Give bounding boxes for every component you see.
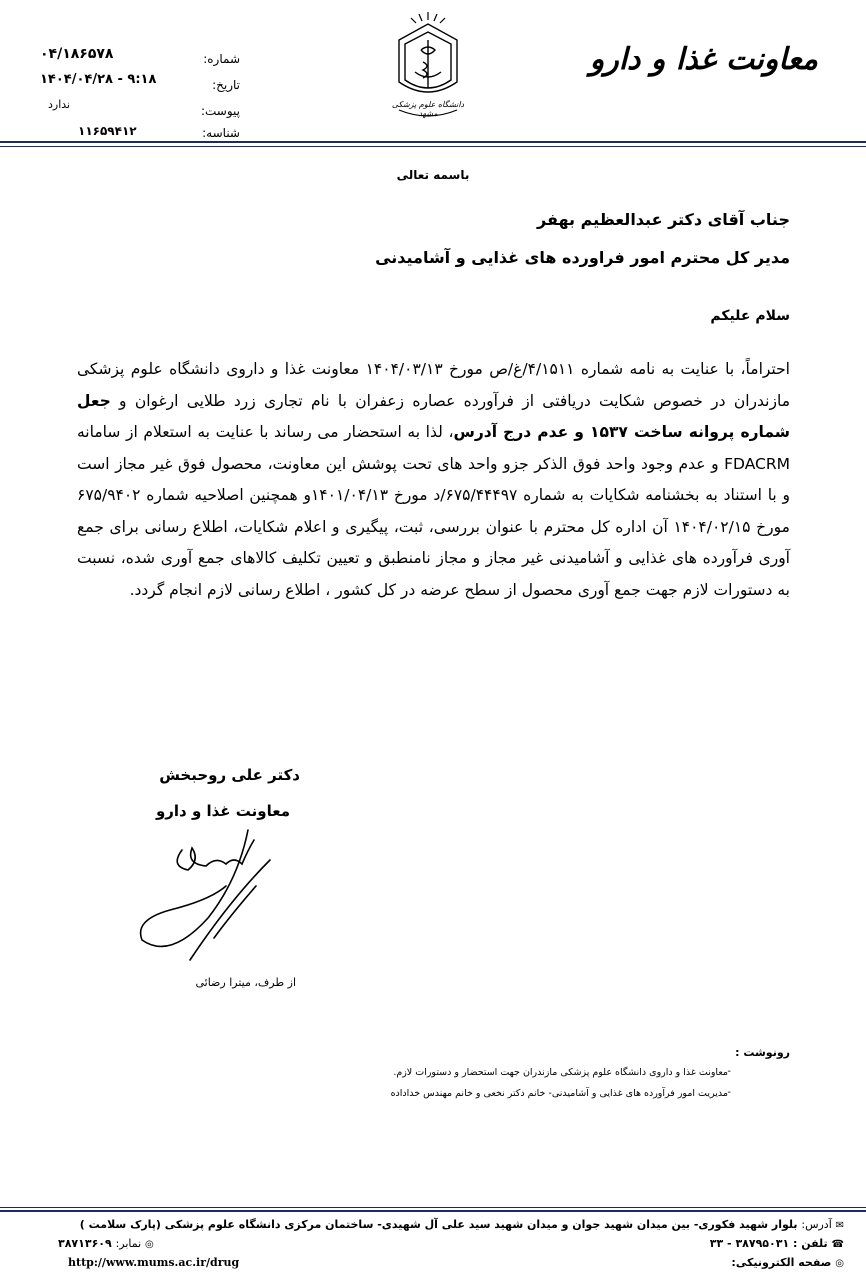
fax-icon: ◎	[145, 1239, 154, 1250]
signatory-name: دکتر علی روحبخش	[159, 766, 300, 784]
header-rule	[0, 141, 866, 143]
attachment-label: پیوست:	[200, 104, 240, 118]
address-icon: ✉	[835, 1220, 844, 1231]
phone-number: ۳۸۷۹۵۰۳۱ - ۳۳	[709, 1237, 790, 1250]
signatory-title: معاونت غذا و دارو	[155, 802, 290, 820]
cc-item: معاونت غذا و داروی دانشگاه علوم پزشکی مازندران جهت استحضار و دستورات لازم.	[393, 1067, 728, 1078]
website-link[interactable]: http://www.mums.ac.ir/drug	[68, 1256, 240, 1269]
id-label: شناسه:	[202, 126, 240, 140]
organization-title: معاونت غذا و دارو	[589, 42, 818, 77]
fax-number: ۳۸۷۱۳۶۰۹	[58, 1237, 112, 1250]
attachment-value: ندارد	[48, 98, 71, 111]
cc-item: مدیریت امور فرآورده های غذایی و آشامیدنی- خانم دکتر نخعی و خانم مهندس خداداده	[390, 1088, 728, 1099]
fax-label: نمابر:	[115, 1237, 142, 1250]
body-bold-part: جعل شماره پروانه ساخت ۱۵۳۷ و عدم درج آدرس	[77, 391, 790, 441]
address-label: آدرس:	[801, 1218, 832, 1231]
id-value: ۱۱۶۵۹۴۱۲	[78, 124, 137, 138]
web-label: صفحه الکترونیکی:	[731, 1256, 832, 1269]
addressee-name: جناب آقای دکتر عبدالعظیم بهفر	[537, 210, 790, 229]
letter-number: ۰۴/۱۸۶۵۷۸	[40, 46, 114, 62]
cc-bullet: -	[727, 1087, 731, 1098]
web-line	[731, 1256, 844, 1269]
address-line	[80, 1218, 844, 1231]
letter-body	[77, 354, 790, 606]
body-part-1: احتراماً، با عنایت به نامه شماره ۴/۱۵۱۱/غ/ص مورخ ۱۴۰۴/۰۳/۱۳ معاونت غذا و داروی دانشگاه علوم پزشکی مازندران در خصوص شکایت دریافتی از فرآورده عصاره زعفران با نام تجاری زرد طلایی ارغوان و	[77, 360, 790, 410]
number-label: شماره:	[203, 52, 240, 66]
greeting: سلام علیکم	[710, 308, 790, 324]
cc-label: رونوشت :	[735, 1046, 790, 1059]
letter-date: ۱۴۰۴/۰۴/۲۸ - ۹:۱۸	[40, 72, 157, 87]
web-icon: ◎	[835, 1258, 844, 1269]
handwritten-signature	[130, 820, 290, 970]
university-name: دانشگاه علوم پزشکی مشهد	[391, 100, 465, 118]
footer-rule	[0, 1210, 866, 1212]
phone-line	[710, 1237, 844, 1250]
date-label: تاریخ:	[212, 78, 240, 92]
on-behalf-of: از طرف، میترا رضائی	[195, 976, 296, 989]
fax-line	[58, 1237, 154, 1250]
phone-icon: ☎	[831, 1239, 844, 1250]
body-part-2: ، لذا به استحضار می رساند با عنایت به استعلام از سامانه FDACRM و عدم وجود واحد فوق الذکر جزو واحد های تحت پوشش این معاونت، محصول فوق غیر مجاز است و با استناد به بخشنامه شکایات به شماره ۶۷۵/۴۴۴۹۷/د مورخ ۱۴۰۱/۰۴/۱۳و همچنین اصلاحیه شماره ۶۷۵/۹۴۰۲ مورخ ۱۴۰۴/۰۲/۱۵ آن اداره کل محترم با عنوان بررسی، ثبت، پیگیری و اعلام شکایات، اطلاع رسانی برای جمع آوری فرآورده های غذایی و آشامیدنی غیر مجاز و مجاز نامنطبق و تعیین تکلیف کالاهای جمع آوری شده، نسبت به دستورات لازم جهت جمع آوری محصول از سطح عرضه در کل کشور ، اطلاع رسانی لازم انجام گردد.	[77, 423, 791, 599]
cc-bullet: -	[727, 1066, 731, 1077]
header-rule-thin	[0, 146, 866, 147]
phone-label: تلفن :	[793, 1237, 828, 1250]
addressee-title: مدیر کل محترم امور فراورده های غذایی و آشامیدنی	[375, 248, 790, 267]
basmala: باسمه تعالی	[396, 168, 470, 182]
footer-rule-thin	[0, 1207, 866, 1208]
address-text: بلوار شهید فکوری- بین میدان شهید جوان و میدان شهید سید علی آل شهیدی- ساختمان مرکزی دانشگاه علوم پزشکی (پارک سلامت )	[79, 1218, 798, 1231]
